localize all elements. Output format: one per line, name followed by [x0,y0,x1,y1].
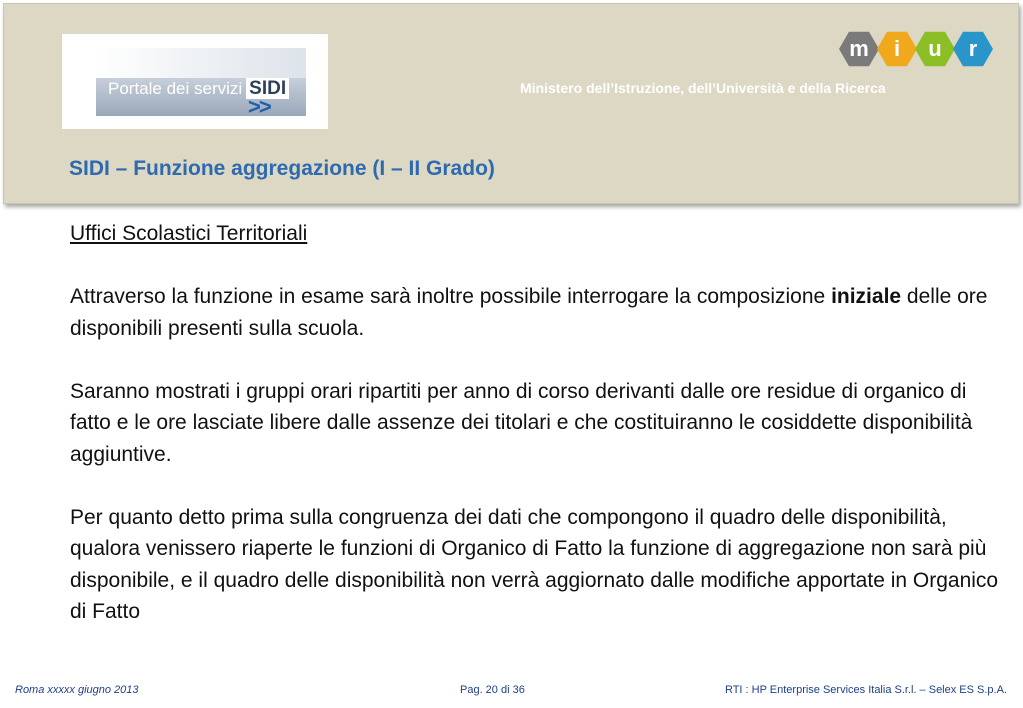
spacer [70,344,1005,376]
miur-letter: i [893,36,901,61]
slide-body [70,218,1005,628]
footer-page-number: Pag. 20 di 36 [460,684,525,696]
paragraph-1 [70,281,1005,344]
spacer [70,470,1005,502]
paragraph-1-end: delle ore disponibili presenti sulla scuola. [70,285,988,340]
miur-letter: r [968,36,978,61]
slide-title: SIDI – Funzione aggregazione (I – II Grado) [69,157,495,180]
portal-brand: SIDI [246,78,289,99]
paragraph-1-start: Attraverso la funzione in esame sarà inoltre possibile interrogare la composizione [70,285,832,308]
sidi-logo [62,34,328,129]
paragraph-3: Per quanto detto prima sulla congruenza dei dati che compongono il quadro delle disponibilità, qualora venissero riaperte le funzioni di Organico di Fatto la funzione di aggregazione non sarà più disponibile, e il quadro delle disponibilità non verrà aggiornato dalle modifiche apportate in Organico di Fatto [70,505,999,623]
miur-letter: u [928,36,942,61]
footer-date: Roma xxxxx giugno 2013 [15,684,139,696]
paragraph-1-bold: iniziale [831,285,902,308]
sidi-banner [96,48,306,116]
spacer [70,250,1005,282]
ministry-name: Ministero dell’Istruzione, dell’Università e della Ricerca [520,80,886,96]
section-subheading: Uffici Scolastici Territoriali [70,222,308,245]
miur-letter: m [849,36,869,61]
footer-company: RTI : HP Enterprise Services Italia S.r.l. – Selex ES S.p.A. [724,684,1007,696]
paragraph-2: Saranno mostrati i gruppi orari ripartiti per anno di corso derivanti dalle ore residue di organico di fatto e le ore lasciate libere dalle assenze dei titolari e che costituiranno le cosiddette disponibilità aggiuntive. [70,379,973,466]
portal-label-text: Portale dei servizi [108,79,243,98]
portal-arrows: >> [248,94,270,116]
miur-logo [837,23,997,75]
banner-stripe [96,48,306,78]
